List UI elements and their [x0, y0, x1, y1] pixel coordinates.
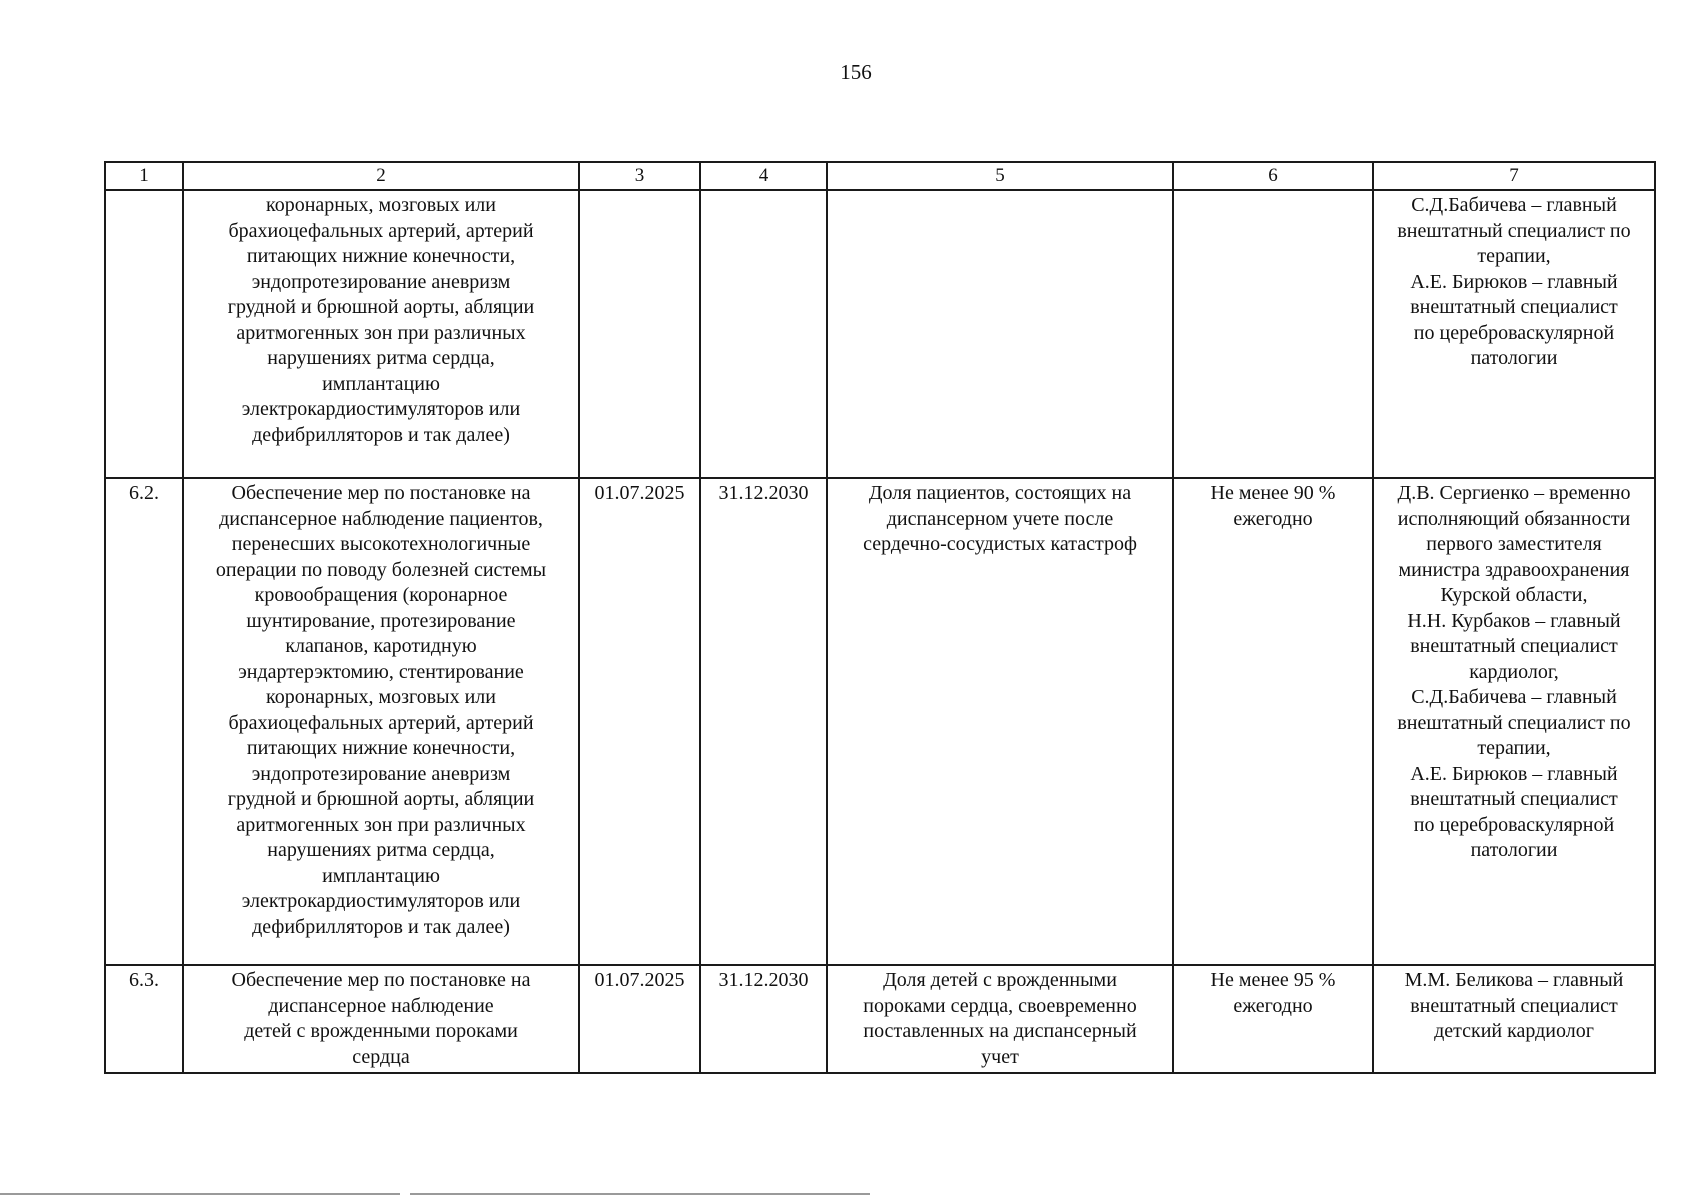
table-row [105, 478, 1655, 965]
target-value-cell: Не менее 90 % ежегодно [1173, 478, 1373, 965]
column-header: 4 [700, 162, 827, 190]
page-number: 156 [840, 60, 872, 84]
indicator-cell [827, 190, 1173, 478]
measure-cell: Обеспечение мер по постановке на диспансерное наблюдение пациентов, перенесших высокотехнологичные операции по поводу болезней системы кровообращения (коронарное шунтирование, протезирование клапанов, каротидную эндартерэктомию, стентирование коронарных, мозговых или брахиоцефальных артерий, артерий питающих нижние конечности, эндопротезирование аневризм грудной и брюшной аорты, абляции аритмогенных зон при различных нарушениях ритма сердца, имплантацию электрокардиостимуляторов или дефибрилляторов и так далее) [183, 478, 579, 965]
responsible-cell: Д.В. Сергиенко – временно исполняющий обязанности первого заместителя министра здравоохранения Курской области, Н.Н. Курбаков – главный внештатный специалист кардиолог, С.Д.Бабичева – главный внештатный специалист по терапии, А.Е. Бирюков – главный внештатный специалист по цереброваскулярной патологии [1373, 478, 1655, 965]
start-date-cell: 01.07.2025 [579, 965, 700, 1073]
start-date-cell: 01.07.2025 [579, 478, 700, 965]
footer-rule-right [410, 1193, 870, 1195]
target-value-cell: Не менее 95 % ежегодно [1173, 965, 1373, 1073]
item-number-cell: 6.3. [105, 965, 183, 1073]
column-header: 3 [579, 162, 700, 190]
column-header: 5 [827, 162, 1173, 190]
indicator-cell: Доля пациентов, состоящих на диспансерном учете после сердечно-сосудистых катастроф [827, 478, 1173, 965]
target-value-cell [1173, 190, 1373, 478]
end-date-cell: 31.12.2030 [700, 478, 827, 965]
responsible-cell: М.М. Беликова – главный внештатный специалист детский кардиолог [1373, 965, 1655, 1073]
table-row [105, 965, 1655, 1073]
start-date-cell [579, 190, 700, 478]
column-header: 7 [1373, 162, 1655, 190]
column-header: 2 [183, 162, 579, 190]
item-number-cell: 6.2. [105, 478, 183, 965]
end-date-cell: 31.12.2030 [700, 965, 827, 1073]
table-row [105, 190, 1655, 478]
column-header: 1 [105, 162, 183, 190]
column-header: 6 [1173, 162, 1373, 190]
indicator-cell: Доля детей с врожденными пороками сердца, своевременно поставленных на диспансерный учет [827, 965, 1173, 1073]
measures-table [104, 161, 1656, 1074]
footer-rule-left [0, 1193, 400, 1195]
measure-cell: коронарных, мозговых или брахиоцефальных артерий, артерий питающих нижние конечности, эндопротезирование аневризм грудной и брюшной аорты, абляции аритмогенных зон при различных нарушениях ритма сердца, имплантацию электрокардиостимуляторов или дефибрилляторов и так далее) [183, 190, 579, 478]
header-row [105, 162, 1655, 190]
responsible-cell: С.Д.Бабичева – главный внештатный специалист по терапии, А.Е. Бирюков – главный внештатный специалист по цереброваскулярной патологии [1373, 190, 1655, 478]
item-number-cell [105, 190, 183, 478]
end-date-cell [700, 190, 827, 478]
measure-cell: Обеспечение мер по постановке на диспансерное наблюдение детей с врожденными пороками сердца [183, 965, 579, 1073]
